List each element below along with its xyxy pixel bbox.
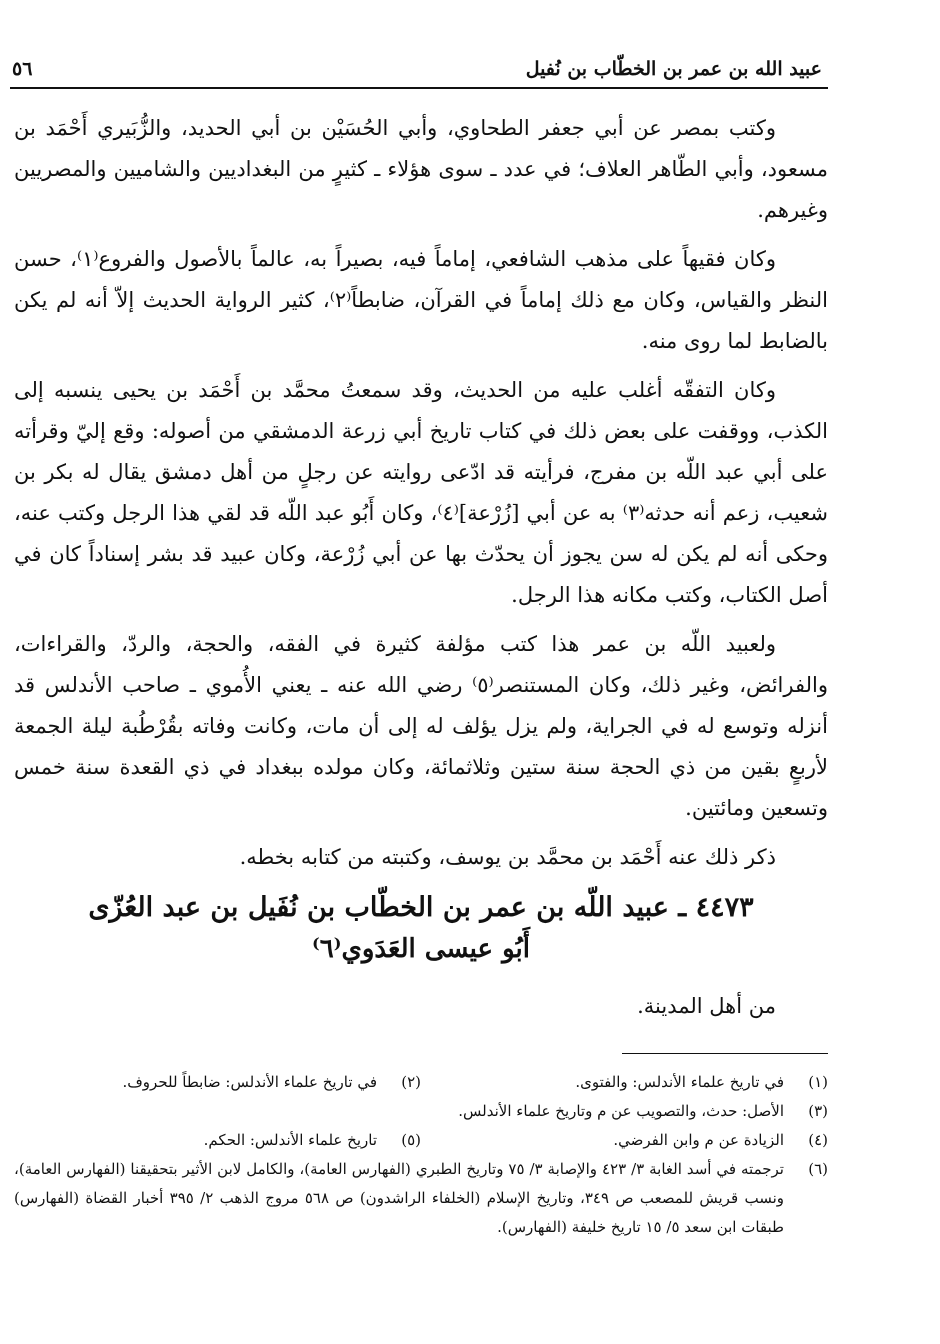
- entry-subheading: أَبُو عيسى العَدَوي⁽٦⁾: [312, 934, 530, 964]
- paragraph: ولعبيد اللّه بن عمر هذا كتب مؤلفة كثيرة في الفقه، والحجة، والردّ، والقراءات، والفرائض، وغير ذلك، وكان المستنصر⁽٥⁾ رضي الله عنه ـ يعني الأُموي ـ صاحب الأندلس قد أنزله وتوسع له في الجراية، ولم يزل يؤلف له إلى أن مات، وكانت وفاته بقُرْطُبة ليلة الجمعة لأربعٍ بقين من ذي الحجة سنة ستين وثلاثمائة، وكان مولده ببغداد في ذي القعدة سنة خمس وتسعين ومائتين.: [14, 632, 828, 820]
- footnote: [421, 1126, 828, 1155]
- header-rule: [10, 87, 828, 89]
- footnote-text: الأصل: حدث، والتصويب عن م وتاريخ علماء الأندلس.: [458, 1102, 784, 1120]
- page-header: [12, 48, 822, 80]
- paragraph: وكان التفقّه أغلب عليه من الحديث، وقد سمعتُ محمَّد بن أَحْمَد بن يحيى ينسبه إلى الكذب، ووقفت على بعض ذلك في كتاب تاريخ أبي زرعة الدمشقي من أصوله: وقع إليّ وقرأته على أبي عبد اللّه بن مفرج، فرأيته قد ادّعى روايته عن رجلٍ من أهل دمشق يقال له بكر بن شعيب، زعم أنه حدثه⁽٣⁾ به عن أبي [زُرْعة]⁽٤⁾، وكان أَبُو عبد اللّه قد لقي هذا الرجل وكتب عنه، وحكى أنه لم يكن له سن يجوز أن يحدّث بها عن أبي زُرْعة، وكان عبيد قد بشر إسناداً كان في أصل الكتاب، وكتب مكانه هذا الرجل.: [14, 378, 828, 607]
- footnote: [14, 1097, 828, 1126]
- footnote: [14, 1155, 828, 1242]
- page-number: ٥٦: [12, 58, 33, 80]
- footnote: [14, 1068, 421, 1097]
- main-text: [14, 108, 828, 1026]
- footnote-rule: [622, 1053, 828, 1054]
- footnote-row: [14, 1068, 828, 1097]
- footnote-number: (٥): [401, 1131, 421, 1149]
- footnote-text: في تاريخ علماء الأندلس: والفتوى.: [575, 1073, 784, 1091]
- footnote-number: (١): [808, 1073, 828, 1091]
- footnotes: [14, 1068, 828, 1242]
- paragraph: وكان فقيهاً على مذهب الشافعي، إماماً فيه، بصيراً به، عالماً بالأصول والفروع⁽١⁾، حسن النظر والقياس، وكان مع ذلك إماماً في القرآن، ضابطاً⁽٢⁾، كثير الرواية الحديث إلاّ أنه لم يكن بالضابط لما روى منه.: [14, 247, 828, 353]
- footnote-text: الزيادة عن م وابن الفرضي.: [613, 1131, 784, 1149]
- paragraph: ذكر ذلك عنه أَحْمَد بن محمَّد بن يوسف، وكتبته من كتابه بخطه.: [239, 845, 776, 869]
- running-title: عبيد الله بن عمر بن الخطّاب بن نُفيل: [525, 58, 822, 80]
- footnote-row: [14, 1097, 828, 1126]
- footnote-text: تاريخ علماء الأندلس: الحكم.: [203, 1131, 377, 1149]
- footnote-text: ترجمته في أسد الغابة ٣/ ٤٢٣ والإصابة ٣/ ٧٥ وتاريخ الطبري (الفهارس العامة)، والكامل لابن الأثير بتحقيقنا (الفهارس العامة)، ونسب قريش للمصعب ص ٣٤٩، وتاريخ الإسلام (الخلفاء الراشدون) ص ٥٦٨ مروج الذهب ٢/ ٣٩٥ أخبار القضاة (الفهارس) طبقات ابن سعد ٥/ ١٥ تاريخ خليفة (الفهارس).: [14, 1160, 785, 1236]
- footnote-number: (٢): [401, 1073, 421, 1091]
- footnote-text: في تاريخ علماء الأندلس: ضابطاً للحروف.: [122, 1073, 377, 1091]
- footnote-number: (٤): [808, 1131, 828, 1149]
- paragraph: وكتب بمصر عن أبي جعفر الطحاوي، وأبي الحُسَيْن بن أبي الحديد، والزُّبَيري أَحْمَد بن مسعود، وأبي الطّاهر العلاف؛ في عدد ـ سوى هؤلاء ـ كثيرٍ من البغداديين والشاميين والمصريين وغيرهم.: [14, 116, 828, 222]
- entry-origin: من أهل المدينة.: [637, 994, 776, 1018]
- footnote-number: (٣): [808, 1102, 828, 1120]
- footnote-row: [14, 1126, 828, 1155]
- footnote-number: (٦): [808, 1160, 828, 1178]
- entry-heading: ٤٤٧٣ ـ عبيد اللّه بن عمر بن الخطّاب بن نُفَيل بن عبد العُزّى: [88, 892, 754, 923]
- footnote: [14, 1126, 421, 1155]
- footnote: [421, 1068, 828, 1097]
